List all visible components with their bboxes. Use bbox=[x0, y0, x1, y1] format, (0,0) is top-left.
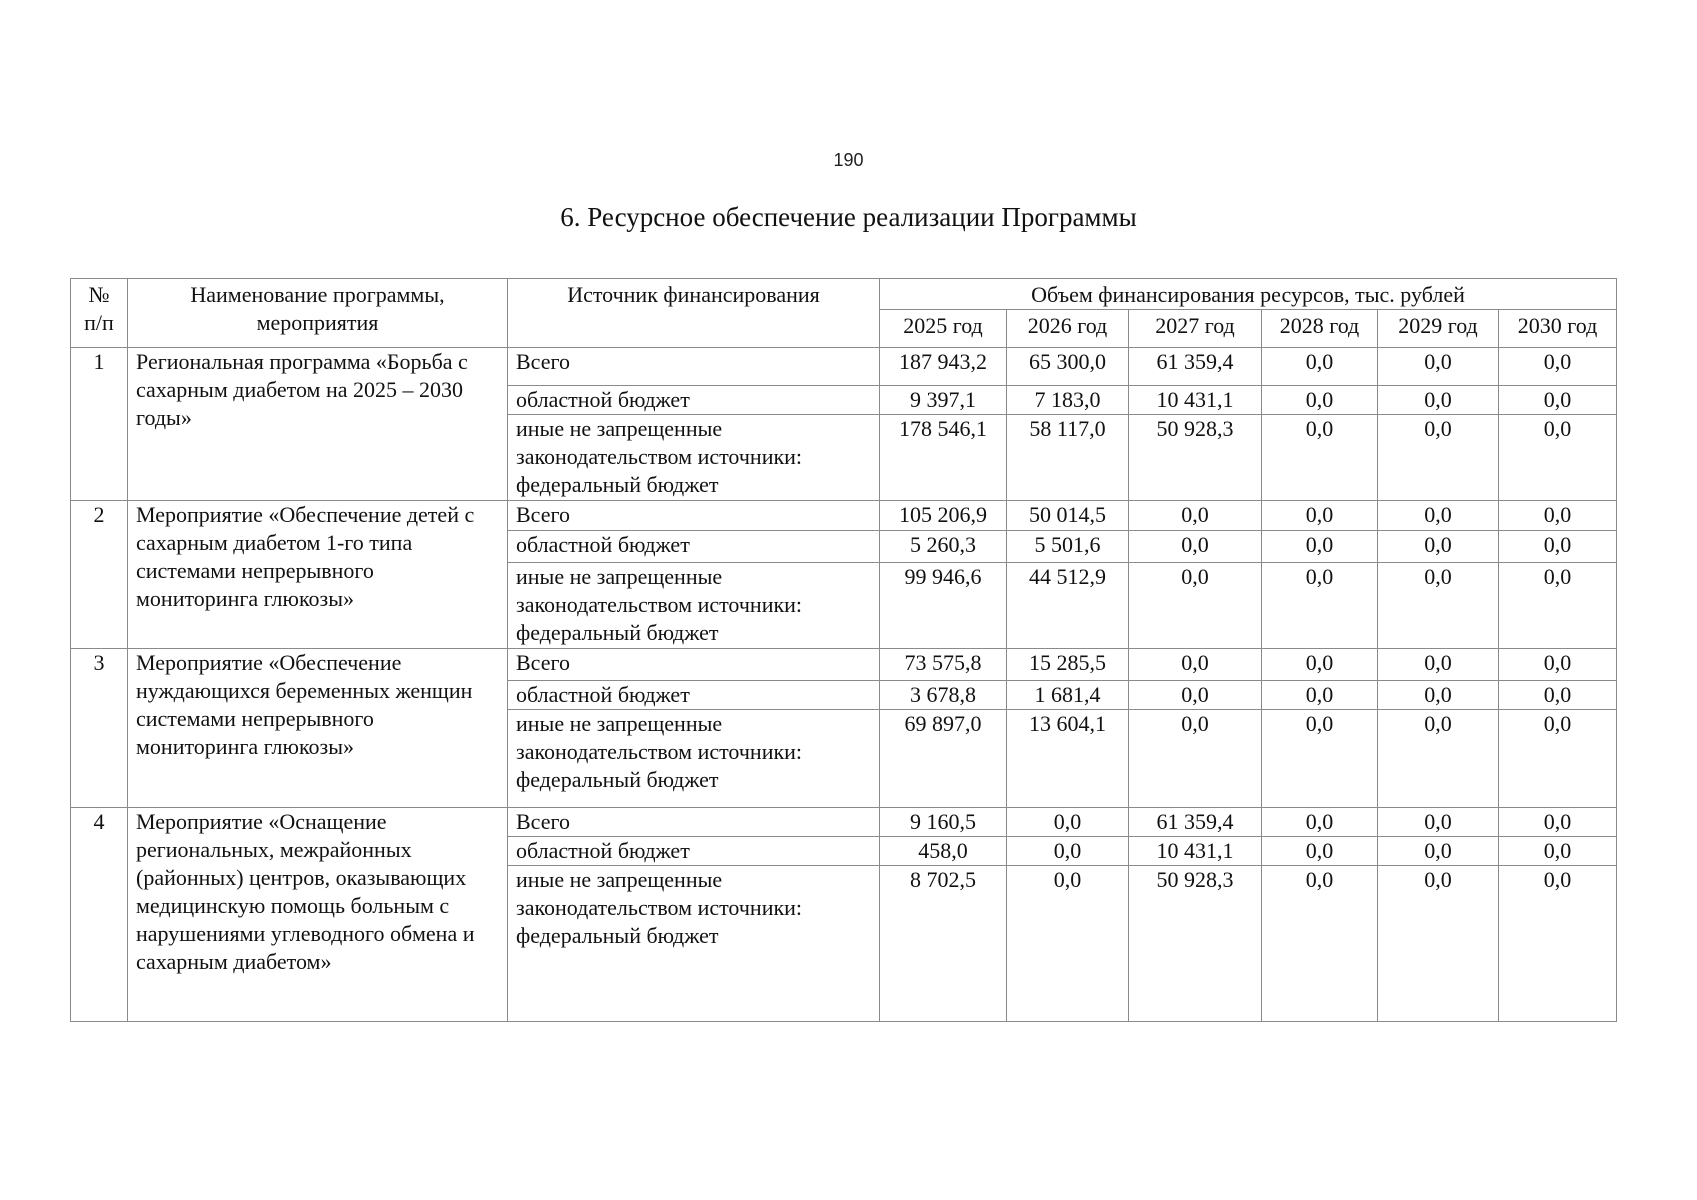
row-index: 4 bbox=[71, 808, 128, 1022]
source-label: иные не запрещенные законодательством источники: федеральный бюджет bbox=[508, 563, 880, 649]
value-cell: 0,0 bbox=[1007, 837, 1129, 866]
value-cell: 1 681,4 bbox=[1007, 681, 1129, 710]
source-label: областной бюджет bbox=[508, 681, 880, 710]
value-cell: 187 943,2 bbox=[880, 348, 1007, 386]
program-name: Мероприятие «Оснащение региональных, межрайонных (районных) центров, оказывающих медицинскую помощь больным с нарушениями углеводного обмена и сахарным диабетом» bbox=[128, 808, 508, 1022]
value-cell: 50 014,5 bbox=[1007, 501, 1129, 531]
value-cell: 0,0 bbox=[1129, 531, 1262, 563]
value-cell: 0,0 bbox=[1499, 710, 1617, 808]
financing-table bbox=[70, 278, 1617, 1022]
value-cell: 0,0 bbox=[1262, 837, 1378, 866]
value-cell: 0,0 bbox=[1129, 710, 1262, 808]
value-cell: 0,0 bbox=[1262, 386, 1378, 415]
value-cell: 0,0 bbox=[1499, 386, 1617, 415]
value-cell: 0,0 bbox=[1378, 681, 1499, 710]
section-title: 6. Ресурсное обеспечение реализации Программы bbox=[560, 202, 1137, 232]
source-label: областной бюджет bbox=[508, 386, 880, 415]
program-name: Региональная программа «Борьба с сахарным диабетом на 2025 – 2030 годы» bbox=[128, 348, 508, 501]
value-cell: 0,0 bbox=[1262, 681, 1378, 710]
value-cell: 0,0 bbox=[1499, 681, 1617, 710]
source-label: иные не запрещенные законодательством источники: федеральный бюджет bbox=[508, 415, 880, 501]
value-cell: 61 359,4 bbox=[1129, 808, 1262, 837]
value-cell: 105 206,9 bbox=[880, 501, 1007, 531]
value-cell: 0,0 bbox=[1499, 837, 1617, 866]
page-number: 190 bbox=[833, 150, 864, 170]
value-cell: 0,0 bbox=[1378, 501, 1499, 531]
header-year: 2030 год bbox=[1499, 310, 1617, 348]
value-cell: 0,0 bbox=[1262, 501, 1378, 531]
value-cell: 0,0 bbox=[1262, 563, 1378, 649]
value-cell: 0,0 bbox=[1129, 501, 1262, 531]
header-year: 2026 год bbox=[1007, 310, 1129, 348]
value-cell: 0,0 bbox=[1499, 348, 1617, 386]
value-cell: 0,0 bbox=[1262, 649, 1378, 681]
table-row bbox=[71, 501, 1617, 531]
program-name: Мероприятие «Обеспечение нуждающихся беременных женщин системами непрерывного мониторинга глюкозы» bbox=[128, 649, 508, 808]
value-cell: 73 575,8 bbox=[880, 649, 1007, 681]
value-cell: 9 160,5 bbox=[880, 808, 1007, 837]
value-cell: 0,0 bbox=[1262, 808, 1378, 837]
source-label: Всего bbox=[508, 808, 880, 837]
header-year: 2027 год bbox=[1129, 310, 1262, 348]
value-cell: 69 897,0 bbox=[880, 710, 1007, 808]
value-cell: 0,0 bbox=[1262, 710, 1378, 808]
value-cell: 44 512,9 bbox=[1007, 563, 1129, 649]
value-cell: 458,0 bbox=[880, 837, 1007, 866]
value-cell: 0,0 bbox=[1499, 563, 1617, 649]
value-cell: 50 928,3 bbox=[1129, 866, 1262, 1022]
value-cell: 0,0 bbox=[1007, 808, 1129, 837]
source-label: Всего bbox=[508, 501, 880, 531]
value-cell: 0,0 bbox=[1262, 531, 1378, 563]
value-cell: 0,0 bbox=[1378, 649, 1499, 681]
value-cell: 0,0 bbox=[1262, 866, 1378, 1022]
source-label: областной бюджет bbox=[508, 837, 880, 866]
value-cell: 0,0 bbox=[1499, 415, 1617, 501]
value-cell: 58 117,0 bbox=[1007, 415, 1129, 501]
value-cell: 0,0 bbox=[1378, 415, 1499, 501]
value-cell: 0,0 bbox=[1129, 681, 1262, 710]
value-cell: 0,0 bbox=[1499, 808, 1617, 837]
value-cell: 0,0 bbox=[1499, 501, 1617, 531]
program-name: Мероприятие «Обеспечение детей с сахарным диабетом 1-го типа системами непрерывного мониторинга глюкозы» bbox=[128, 501, 508, 649]
value-cell: 0,0 bbox=[1378, 348, 1499, 386]
header-year: 2028 год bbox=[1262, 310, 1378, 348]
row-index: 1 bbox=[71, 348, 128, 501]
value-cell: 0,0 bbox=[1129, 563, 1262, 649]
value-cell: 8 702,5 bbox=[880, 866, 1007, 1022]
source-label: Всего bbox=[508, 348, 880, 386]
value-cell: 0,0 bbox=[1499, 531, 1617, 563]
value-cell: 3 678,8 bbox=[880, 681, 1007, 710]
value-cell: 5 501,6 bbox=[1007, 531, 1129, 563]
row-index: 3 bbox=[71, 649, 128, 808]
value-cell: 0,0 bbox=[1499, 649, 1617, 681]
value-cell: 0,0 bbox=[1378, 837, 1499, 866]
table-row bbox=[71, 348, 1617, 386]
header-idx: № п/п bbox=[71, 279, 128, 348]
value-cell: 10 431,1 bbox=[1129, 386, 1262, 415]
value-cell: 0,0 bbox=[1499, 866, 1617, 1022]
source-label: областной бюджет bbox=[508, 531, 880, 563]
value-cell: 65 300,0 bbox=[1007, 348, 1129, 386]
source-label: иные не запрещенные законодательством источники: федеральный бюджет bbox=[508, 866, 880, 1022]
value-cell: 5 260,3 bbox=[880, 531, 1007, 563]
value-cell: 0,0 bbox=[1378, 531, 1499, 563]
table-row bbox=[71, 649, 1617, 681]
value-cell: 61 359,4 bbox=[1129, 348, 1262, 386]
header-volume: Объем финансирования ресурсов, тыс. рублей bbox=[880, 279, 1617, 310]
value-cell: 7 183,0 bbox=[1007, 386, 1129, 415]
header-year: 2025 год bbox=[880, 310, 1007, 348]
value-cell: 13 604,1 bbox=[1007, 710, 1129, 808]
value-cell: 0,0 bbox=[1378, 710, 1499, 808]
header-source: Источник финансирования bbox=[508, 279, 880, 348]
value-cell: 0,0 bbox=[1378, 866, 1499, 1022]
value-cell: 0,0 bbox=[1262, 415, 1378, 501]
table-row bbox=[71, 808, 1617, 837]
value-cell: 0,0 bbox=[1129, 649, 1262, 681]
value-cell: 0,0 bbox=[1262, 348, 1378, 386]
source-label: иные не запрещенные законодательством источники: федеральный бюджет bbox=[508, 710, 880, 808]
header-year: 2029 год bbox=[1378, 310, 1499, 348]
source-label: Всего bbox=[508, 649, 880, 681]
value-cell: 99 946,6 bbox=[880, 563, 1007, 649]
header-name: Наименование программы, мероприятия bbox=[128, 279, 508, 348]
value-cell: 0,0 bbox=[1378, 808, 1499, 837]
value-cell: 178 546,1 bbox=[880, 415, 1007, 501]
value-cell: 0,0 bbox=[1378, 563, 1499, 649]
value-cell: 10 431,1 bbox=[1129, 837, 1262, 866]
value-cell: 0,0 bbox=[1378, 386, 1499, 415]
value-cell: 9 397,1 bbox=[880, 386, 1007, 415]
row-index: 2 bbox=[71, 501, 128, 649]
value-cell: 0,0 bbox=[1007, 866, 1129, 1022]
value-cell: 50 928,3 bbox=[1129, 415, 1262, 501]
value-cell: 15 285,5 bbox=[1007, 649, 1129, 681]
